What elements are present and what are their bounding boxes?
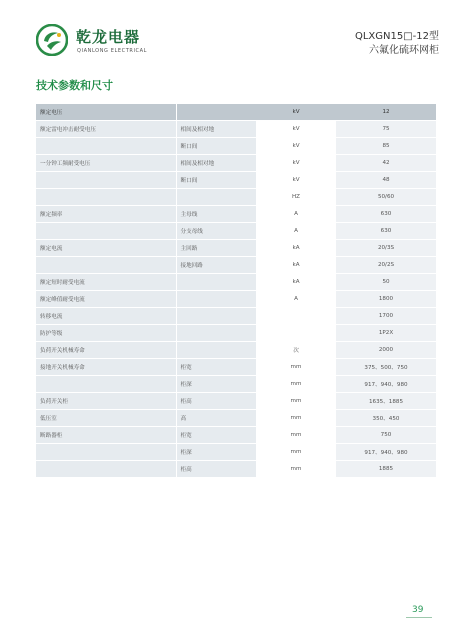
- table-cell-c2: [176, 274, 256, 291]
- table-row: [36, 325, 436, 342]
- table-cell-c4: 630: [336, 206, 436, 223]
- table-row: [36, 376, 436, 393]
- table-cell-c2: [176, 189, 256, 206]
- table-cell-c4: 20/3S: [336, 240, 436, 257]
- table-cell-c4: 50/60: [336, 189, 436, 206]
- table-row: [36, 291, 436, 308]
- table-cell-c3: A: [256, 291, 336, 308]
- table-cell-c4: 2000: [336, 342, 436, 359]
- table-cell-c1: 断路器柜: [36, 427, 176, 444]
- table-cell-c1: 额定电流: [36, 240, 176, 257]
- table-cell-c2: 主回路: [176, 240, 256, 257]
- table-cell-c3: mm: [256, 444, 336, 461]
- table-cell-c1: 负荷开关机械寿命: [36, 342, 176, 359]
- table-cell-c2: [176, 291, 256, 308]
- table-cell-c3: mm: [256, 461, 336, 478]
- table-cell-c1: [36, 444, 176, 461]
- table-cell-c1: 额定电压: [36, 104, 176, 121]
- table-cell-c2: 柜高: [176, 393, 256, 410]
- table-row: [36, 257, 436, 274]
- table-cell-c3: kA: [256, 240, 336, 257]
- section-title: 技术参数和尺寸: [36, 79, 113, 92]
- table-cell-c3: A: [256, 206, 336, 223]
- table-row: [36, 461, 436, 478]
- table-cell-c4: 20/2S: [336, 257, 436, 274]
- table-cell-c2: 分支母线: [176, 223, 256, 240]
- table-cell-c2: [176, 325, 256, 342]
- table-row: [36, 206, 436, 223]
- table-cell-c1: 额定雷电冲击耐受电压: [36, 121, 176, 138]
- table-cell-c3: kA: [256, 257, 336, 274]
- table-cell-c1: [36, 257, 176, 274]
- table-cell-c4: 350、450: [336, 410, 436, 427]
- table-cell-c1: 接地开关机械寿命: [36, 359, 176, 376]
- table-row: [36, 393, 436, 410]
- table-row: [36, 172, 436, 189]
- table-cell-c1: [36, 376, 176, 393]
- product-model: QLXGN15□-12型: [354, 31, 439, 42]
- table-cell-c1: [36, 461, 176, 478]
- table-cell-c1: 转移电流: [36, 308, 176, 325]
- brand-name-english: QIANLONG ELECTRICAL: [77, 48, 148, 54]
- table-cell-c3: HZ: [256, 189, 336, 206]
- table-row: [36, 410, 436, 427]
- table-row: [36, 138, 436, 155]
- table-cell-c4: 917、940、980: [336, 444, 436, 461]
- table-cell-c1: 一分钟工频耐受电压: [36, 155, 176, 172]
- table-cell-c4: 1885: [336, 461, 436, 478]
- table-cell-c1: [36, 189, 176, 206]
- table-row: [36, 189, 436, 206]
- table-cell-c2: 相间及相对地: [176, 121, 256, 138]
- table-cell-c1: 防护等级: [36, 325, 176, 342]
- table-cell-c2: [176, 308, 256, 325]
- spec-table: [36, 104, 436, 478]
- table-cell-c3: mm: [256, 359, 336, 376]
- table-cell-c4: 1800: [336, 291, 436, 308]
- table-row: [36, 359, 436, 376]
- table-row: [36, 308, 436, 325]
- table-cell-c3: kV: [256, 138, 336, 155]
- table-cell-c3: kV: [256, 121, 336, 138]
- table-cell-c4: 630: [336, 223, 436, 240]
- table-cell-c3: kV: [256, 172, 336, 189]
- table-cell-c1: [36, 172, 176, 189]
- table-row: [36, 444, 436, 461]
- table-cell-c1: 额定短时耐受电流: [36, 274, 176, 291]
- table-cell-c3: kV: [256, 155, 336, 172]
- table-cell-c2: 相间及相对地: [176, 155, 256, 172]
- table-row: [36, 427, 436, 444]
- table-row: [36, 240, 436, 257]
- product-name: 六氟化硫环网柜: [369, 45, 439, 56]
- table-cell-c2: 接地回路: [176, 257, 256, 274]
- table-cell-c2: 柜高: [176, 461, 256, 478]
- table-cell-c2: [176, 342, 256, 359]
- table-cell-c4: 375、500、750: [336, 359, 436, 376]
- table-cell-c2: 主母线: [176, 206, 256, 223]
- table-cell-c3: kV: [256, 104, 336, 121]
- table-cell-c4: 917、940、980: [336, 376, 436, 393]
- table-cell-c4: 1635、1885: [336, 393, 436, 410]
- table-cell-c2: 断口间: [176, 138, 256, 155]
- table-row: [36, 104, 436, 121]
- table-cell-c3: A: [256, 223, 336, 240]
- table-cell-c1: 额定频率: [36, 206, 176, 223]
- table-cell-c1: [36, 138, 176, 155]
- table-cell-c2: 柜深: [176, 376, 256, 393]
- table-row: [36, 155, 436, 172]
- table-cell-c4: 1P2X: [336, 325, 436, 342]
- table-cell-c3: mm: [256, 393, 336, 410]
- table-cell-c4: 12: [336, 104, 436, 121]
- table-cell-c4: 48: [336, 172, 436, 189]
- table-cell-c3: [256, 325, 336, 342]
- page-number: 39: [412, 605, 424, 615]
- table-cell-c4: 750: [336, 427, 436, 444]
- table-row: [36, 223, 436, 240]
- table-cell-c3: [256, 308, 336, 325]
- table-cell-c3: mm: [256, 376, 336, 393]
- table-cell-c4: 50: [336, 274, 436, 291]
- table-cell-c3: mm: [256, 410, 336, 427]
- table-cell-c1: [36, 223, 176, 240]
- table-cell-c4: 42: [336, 155, 436, 172]
- table-cell-c2: 高: [176, 410, 256, 427]
- footer-divider: [406, 617, 432, 618]
- table-cell-c4: 85: [336, 138, 436, 155]
- table-row: [36, 274, 436, 291]
- table-row: [36, 342, 436, 359]
- table-cell-c3: mm: [256, 427, 336, 444]
- table-cell-c1: 额定峰值耐受电流: [36, 291, 176, 308]
- table-cell-c2: 柜深: [176, 444, 256, 461]
- table-cell-c2: 断口间: [176, 172, 256, 189]
- table-cell-c4: 75: [336, 121, 436, 138]
- table-cell-c1: 负荷开关柜: [36, 393, 176, 410]
- table-cell-c2: 柜宽: [176, 427, 256, 444]
- table-row: [36, 121, 436, 138]
- table-cell-c4: 1700: [336, 308, 436, 325]
- table-cell-c2: [176, 104, 256, 121]
- qianlong-logo-icon: [36, 24, 68, 56]
- table-cell-c1: 低压室: [36, 410, 176, 427]
- table-cell-c3: 次: [256, 342, 336, 359]
- table-cell-c3: kA: [256, 274, 336, 291]
- brand-name: 乾龙电器: [76, 28, 141, 46]
- table-cell-c2: 柜宽: [176, 359, 256, 376]
